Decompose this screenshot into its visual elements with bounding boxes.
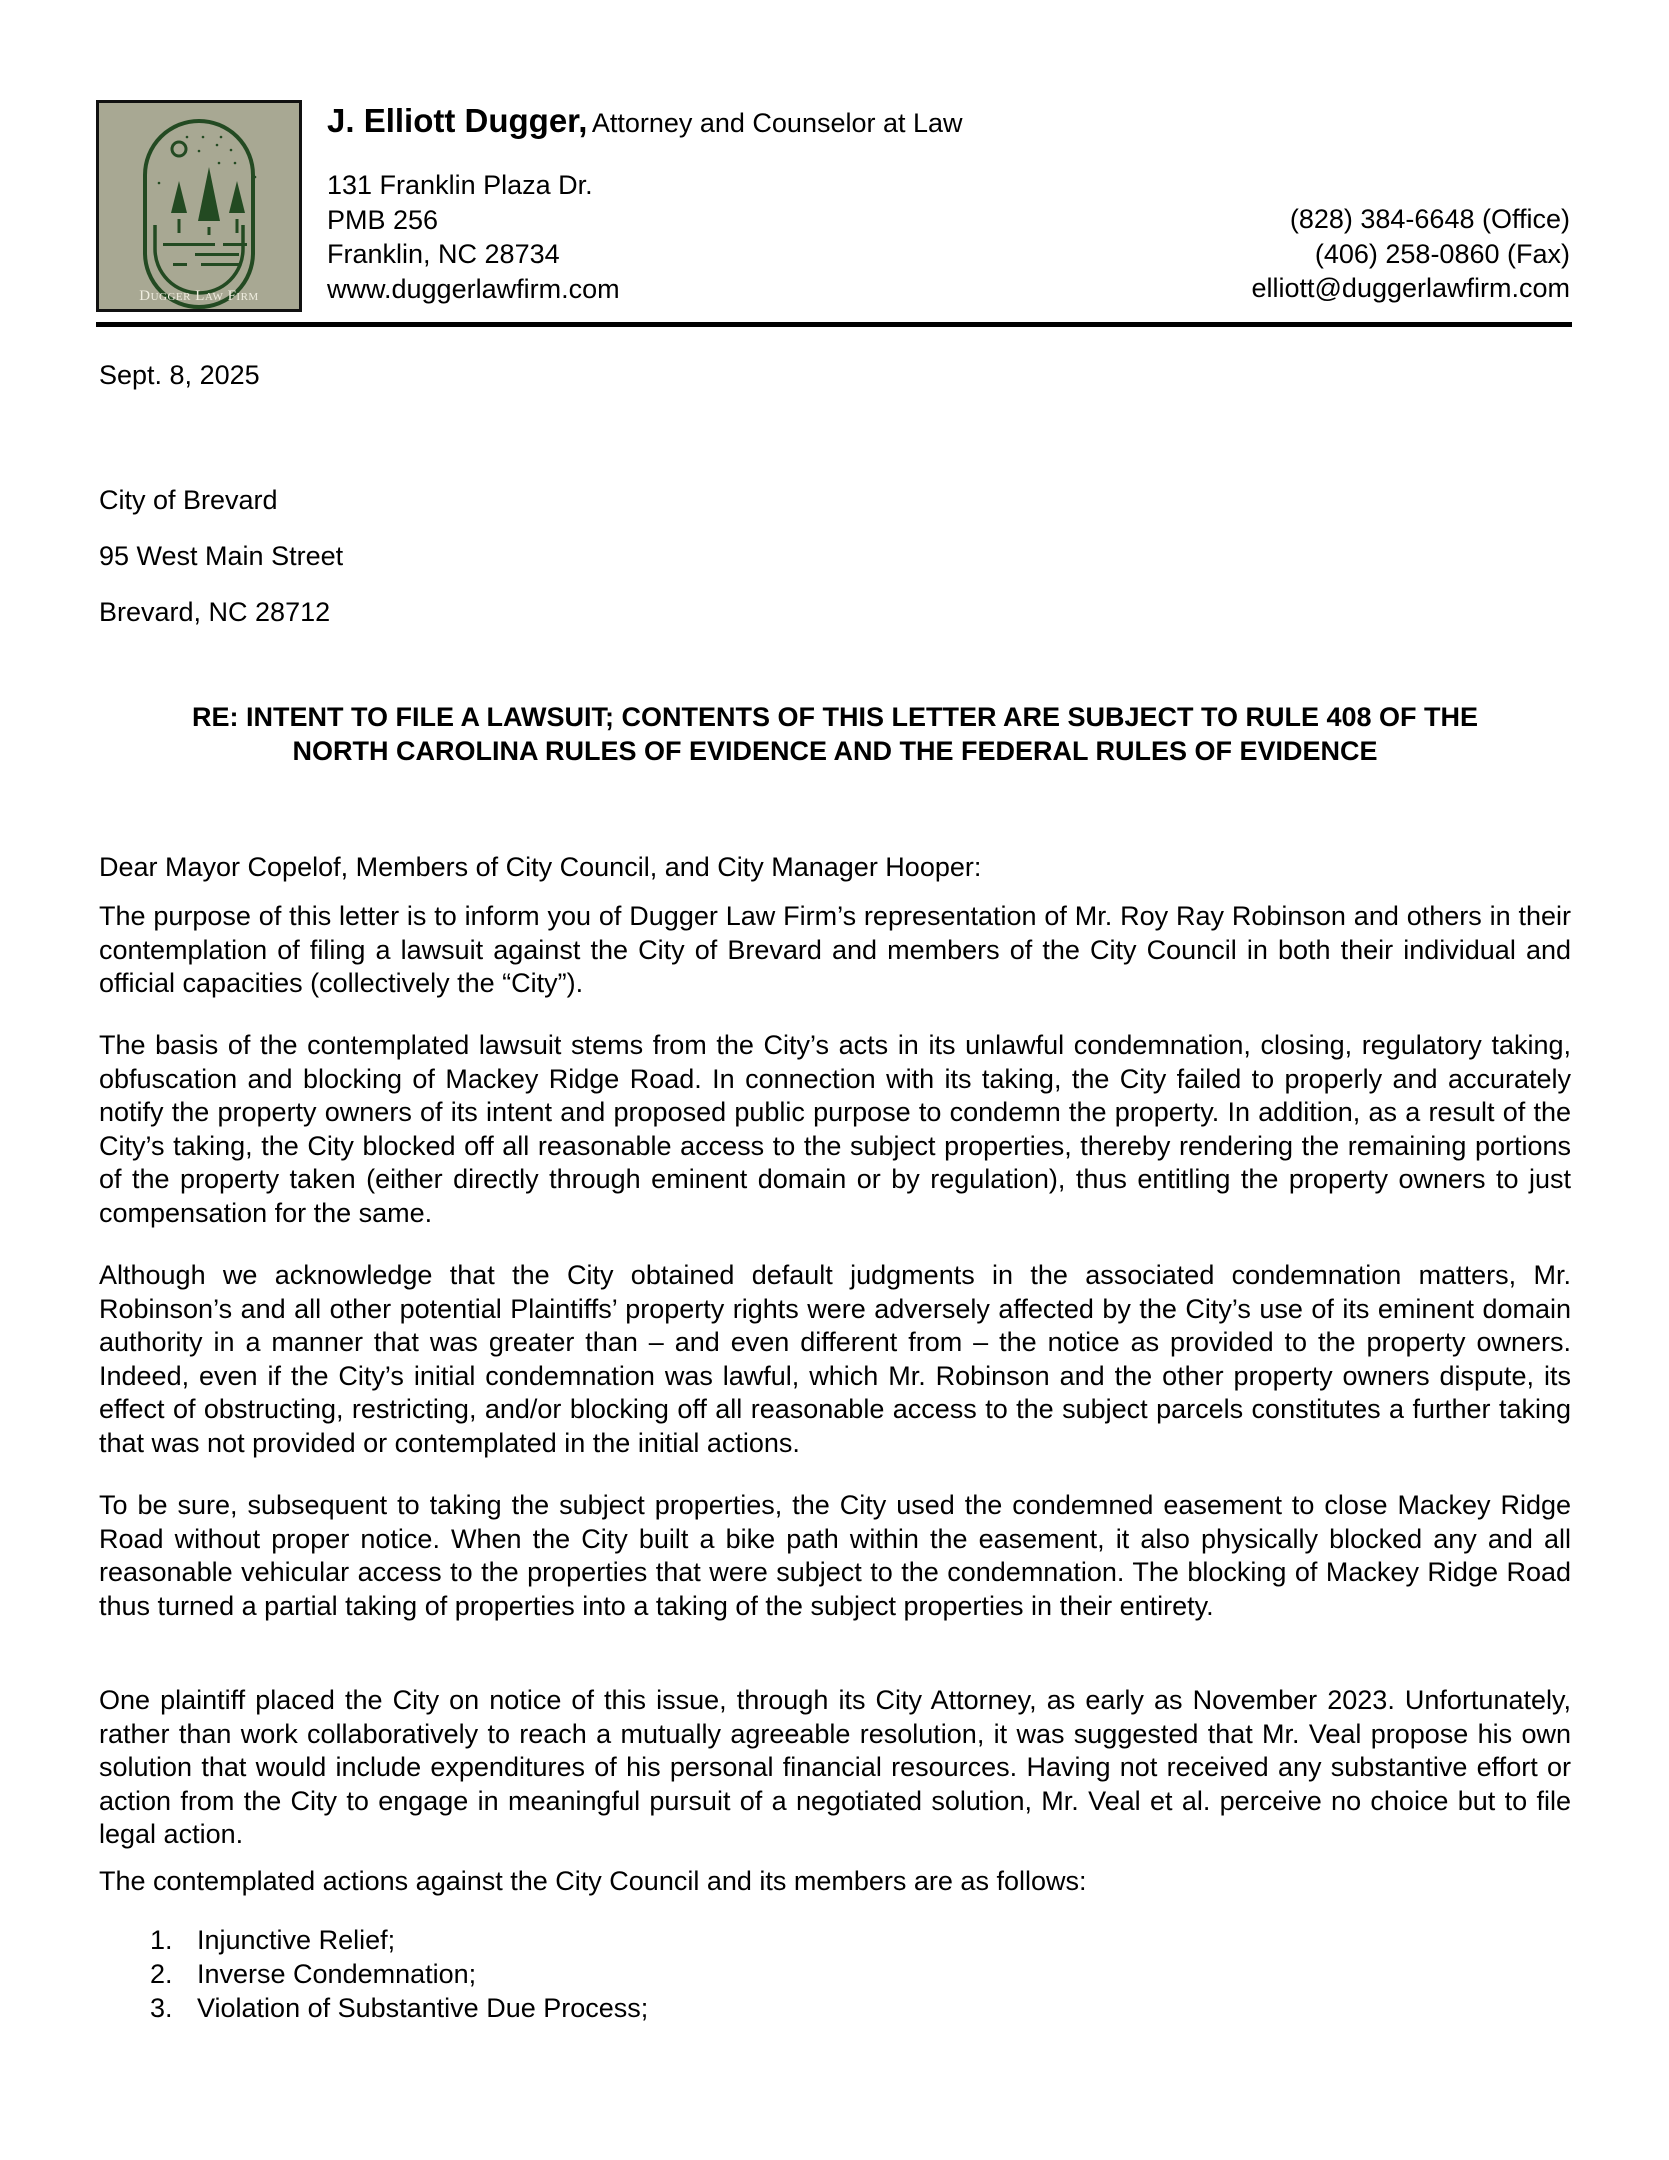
recipient-street: 95 West Main Street (99, 541, 344, 571)
body-paragraph: The purpose of this letter is to inform you of Dugger Law Firm’s representation of Mr. Roy Ray Robinson and others in their contemplation of filing a lawsuit against the City of Brevard and members of the City Council in both their individual and official capacities (collectively the “City”). (99, 901, 1571, 999)
list-item-text: Inverse Condemnation; (197, 1959, 477, 1989)
email-link[interactable]: elliott@duggerlawfirm.com (1251, 273, 1570, 303)
subject-line-1: RE: INTENT TO FILE A LAWSUIT; CONTENTS OF THIS LETTER ARE SUBJECT TO RULE 408 OF THE (191, 702, 1479, 732)
attorney-title: Attorney and Counselor at Law (591, 108, 963, 138)
logo-caption: Dugger Law Firm (139, 288, 259, 304)
body-paragraph: To be sure, subsequent to taking the subject properties, the City used the condemned easement to close Mackey Ridge Road without proper notice. When the City built a bike path within the easement, it also physically blocked any and all reasonable vehicular access to the properties that were subject to the condemnation. The blocking of Mackey Ridge Road thus turned a partial taking of properties into a taking of the subject properties in their entirety. (99, 1490, 1571, 1621)
fax-number: (406) 258-0860 (Fax) (1314, 238, 1570, 269)
list-item-number: 3. (150, 1993, 173, 2023)
firm-contact (1251, 202, 1570, 306)
firm-logo (96, 100, 302, 312)
firm-website-link[interactable]: www.duggerlawfirm.com (327, 273, 620, 304)
recipient-city-state-zip: Brevard, NC 28712 (99, 597, 331, 627)
list-item-number: 1. (150, 1925, 173, 1955)
letter-date: Sept. 8, 2025 (99, 360, 260, 390)
list-item (150, 1923, 648, 1957)
list-item (150, 1957, 648, 1991)
actions-intro: The contemplated actions against the City Council and its members are as follows: (99, 1866, 1087, 1896)
letterhead-divider (96, 322, 1572, 327)
body-paragraph: One plaintiff placed the City on notice of this issue, through its City Attorney, as early as November 2023. Unfortunately, rather than work collaboratively to reach a mutually agreeable resolution, it was suggested that Mr. Veal propose his own solution that would include expenditures of his personal financial resources. Having not received any substantive effort or action from the City to engage in meaningful pursuit of a negotiated solution, Mr. Veal et al. perceive no choice but to file legal action. (99, 1685, 1571, 1850)
office-phone: (828) 384-6648 (Office) (1289, 204, 1570, 234)
address-line-1: 131 Franklin Plaza Dr. (327, 170, 593, 200)
address-line-2: PMB 256 (327, 204, 439, 235)
list-item-number: 2. (150, 1959, 173, 1989)
body-paragraph: The basis of the contemplated lawsuit stems from the City’s acts in its unlawful condemnation, closing, regulatory taking, obfuscation and blocking of Mackey Ridge Road. In connection with its taking, the City failed to properly and accurately notify the property owners of its intent and proposed public purpose to condemn the property. In addition, as a result of the City’s taking, the City blocked off all reasonable access to the subject properties, thereby rendering the remaining portions of the property taken (either directly through eminent domain or by regulation), thus entitling the property owners to just compensation for the same. (99, 1030, 1571, 1228)
recipient-address (99, 472, 1571, 640)
recipient-name: City of Brevard (99, 485, 278, 515)
attorney-name: J. Elliott Dugger, (327, 102, 588, 139)
subject-line (99, 700, 1571, 768)
salutation: Dear Mayor Copelof, Members of City Council, and City Manager Hooper: (99, 852, 982, 882)
address-line-3: Franklin, NC 28734 (327, 239, 560, 269)
firm-address (327, 168, 620, 306)
letterhead-heading (327, 102, 963, 140)
subject-line-2: NORTH CAROLINA RULES OF EVIDENCE AND THE FEDERAL RULES OF EVIDENCE (292, 736, 1378, 766)
list-item-text: Violation of Substantive Due Process; (197, 1993, 649, 2023)
list-item-text: Injunctive Relief; (197, 1925, 396, 1955)
tree-moon-emblem-icon (99, 103, 299, 309)
list-item (150, 1991, 648, 2025)
body-paragraph: Although we acknowledge that the City obtained default judgments in the associated condemnation matters, Mr. Robinson’s and all other potential Plaintiffs’ property rights were adversely affected by the City’s use of its eminent domain authority in a manner that was greater than – and even different from – the notice as provided to the property owners. Indeed, even if the City’s initial condemnation was lawful, which Mr. Robinson and the other property owners dispute, its effect of obstructing, restricting, and/or blocking off all reasonable access to the subject parcels constitutes a further taking that was not provided or contemplated in the initial actions. (99, 1260, 1571, 1458)
contemplated-actions-list (150, 1923, 648, 2025)
